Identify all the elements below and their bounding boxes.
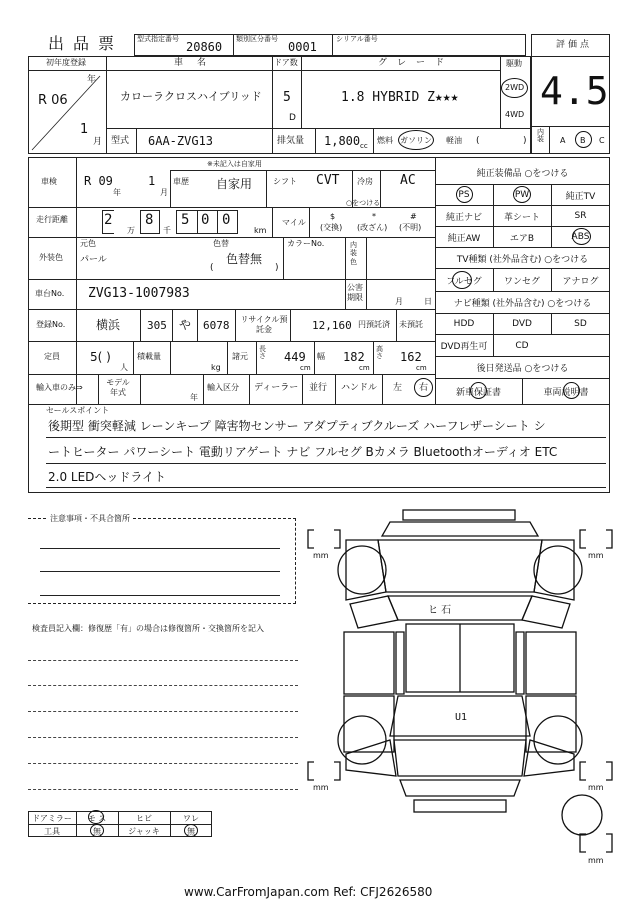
chassis-value: ZVG13-1007983 [88,286,190,301]
defects-label: 注意事項・不具合箇所 [50,514,130,523]
defects-box [28,518,296,604]
color-original: パール [80,255,107,265]
jack-label: ジャッキ [128,826,160,836]
damage-mark-u1: U1 [455,712,468,723]
recycle-status: 円預託済 [358,320,390,329]
category-label: 類別区分番号 [236,35,278,43]
car-name: カローラクロスハイブリッド [120,90,262,103]
mm-rear-left: mm [313,783,329,792]
std-ps-circle [456,186,473,203]
jack-value: 無 [187,826,195,836]
mark-dollar: $ [330,212,336,221]
mm-spare: mm [588,856,604,865]
recycle-unpaid: 未預託 [399,320,423,329]
std-item-leather: 革シート [503,212,540,223]
mile-label: マイル [282,218,306,227]
mileage-digit-3: 5 [181,212,190,228]
shift-label: シフト [273,177,297,186]
interior-grade-a: A [560,136,566,145]
std-item-aw: 純正AW [447,233,481,244]
load-label: 積載量 [137,352,161,361]
first-reg-year-unit: 年 [87,75,97,85]
import-type-label: 輸入区分 [207,383,239,392]
import-dealer: ディーラー [254,383,299,393]
navi-title: ナビ種類 (社外品含む) ○をつける [453,299,592,309]
model-year-label: モデル年式 [106,378,130,397]
std-item-abs: ABS [571,232,590,242]
std-equipment-title: 純正装備品 ○をつける [476,168,569,179]
interior-color-label: 内装色 [350,241,357,266]
std-pw-circle [513,186,531,203]
capacity-value: 5( ) [90,350,111,364]
reg-no-label: 登録No. [36,320,66,329]
model-designation-label: 型式指定番号 [137,35,179,43]
handle-left: 左 [393,383,403,393]
displacement-unit: cc [360,142,368,150]
mirror-label: ドアミラー [32,813,72,823]
docs-item-warranty: 新車保証書 [455,388,501,398]
drive-2wd-circle [501,78,528,98]
mileage-label: 走行距離 [36,215,68,224]
inspection-year-unit: 年 [113,188,121,197]
doors-label: ドア数 [274,58,298,67]
std-item-navi: 純正ナビ [445,212,482,223]
reg-kana: や [179,318,192,332]
shift-value: CVT [316,173,340,188]
tv-item-analog: アナログ [562,276,599,287]
color-label: 外装色 [39,253,63,262]
color-no-label: カラーNo. [287,239,325,248]
model-year-unit: 年 [190,393,198,402]
first-reg-month-unit: 月 [93,137,103,147]
interior-b-circle [575,131,592,148]
ac-value: AC [400,173,416,188]
sales-line-3: 2.0 LEDヘッドライト [48,470,167,484]
category-value: 0001 [288,40,317,54]
mileage-unit-sen: 千 [163,226,171,235]
smog-day: 日 [424,297,432,306]
score-value: 4.5 [540,69,609,113]
interior-grade-b: B [580,136,586,145]
smog-month: 月 [395,297,403,306]
footer-ref: www.CarFromJapan.com Ref: CFJ2626580 [184,885,433,899]
door-type: D [289,113,296,123]
serial-label: シリアル番号 [336,35,378,43]
tv-title: TV種類 (社外品含む) ○をつける [456,254,589,265]
handle-label: ハンドル [341,383,378,393]
height-unit: cm [416,364,427,372]
std-item-tv: 純正TV [565,191,596,202]
import-parallel: 並行 [309,383,328,393]
grade-value: 1.8 HYBRID Z★★★ [341,90,459,105]
first-reg-era: R 06 [38,93,68,108]
mileage-digit-4: 0 [201,212,210,228]
jack-none-circle [184,824,198,837]
break-label: ワレ [183,813,199,823]
mileage-unit-man: 万 [127,226,135,235]
drive-4wd: 4WD [505,110,525,119]
mileage-digit-5: 0 [222,212,231,228]
ac-label: 冷房 [357,177,373,186]
docs-item-manual: 車両説明書 [543,388,589,398]
length-value: 449 [284,350,306,364]
smog-label: 公害期限 [347,283,363,303]
inspection-era: R 09 [84,174,113,188]
displacement-value: 1,800 [324,134,361,148]
reg-place: 横浜 [96,318,121,332]
tool-label: 工具 [44,826,60,836]
document-title: 出品票 [48,34,124,53]
car-name-label: 車名 [174,58,221,68]
fuel-alt: 軽油 [446,136,462,145]
mark-star-sub: (改ざん) [357,223,388,232]
mileage-digit-2: 8 [145,212,154,228]
car-diagram [300,500,620,870]
load-unit: kg [211,363,221,372]
width-unit: cm [359,364,370,372]
width-value: 182 [343,350,365,364]
reg-number: 6078 [203,319,230,332]
tool-none-circle [90,824,104,837]
width-label: 幅 [317,352,325,361]
inspection-month-unit: 月 [160,188,168,197]
mm-front-right: mm [588,551,604,560]
capacity-unit: 人 [120,363,128,372]
mileage-km: km [254,226,267,235]
reg-class: 305 [147,319,167,332]
inspection-label: 車検 [41,177,57,186]
inspector-label: 検査員記入欄：修復歴「有」の場合は修復箇所・交換箇所を記入 [32,624,264,633]
navi-item-sd: SD [574,319,587,329]
length-label: 長さ [259,345,266,360]
history-note: ※未記入は自家用 [207,160,262,168]
model-designation-value: 20860 [186,40,223,54]
recycle-value: 12,160 [312,319,352,332]
damage-mark-chip: ヒ 石 [428,605,452,616]
mark-star: * [372,212,376,221]
history-label: 車歴 [173,177,189,186]
sales-line-1: 後期型 衝突軽減 レーンキープ 障害物センサー アダプティブクルーズ ハーフレザーシート シ [48,419,546,433]
mark-note: ○をつける [346,199,381,207]
docs-manual-circle [563,382,580,399]
height-value: 162 [400,350,422,364]
tv-item-fullseg: フルセグ [446,276,482,287]
navi-item-dvd-play: DVD再生可 [440,342,488,352]
docs-warranty-circle [470,382,487,399]
inspection-month: 1 [148,174,156,188]
color-original-label: 元色 [80,239,96,248]
mark-hash: # [410,212,417,221]
tv-item-oneseg: ワンセグ [503,276,540,287]
fuel-circle [398,130,434,150]
std-abs-circle [572,228,591,245]
std-item-pw: PW [514,190,530,200]
model-label: 型式 [111,136,130,146]
score-label: 評価点 [556,40,593,50]
displacement-label: 排気量 [277,136,305,146]
drive-label: 駆動 [506,59,522,68]
handle-right-circle [414,378,433,397]
drive-2wd: 2WD [505,83,525,92]
navi-item-cd: CD [515,340,529,351]
mileage-digit-1: 2 [104,212,113,228]
capacity-label: 定員 [44,352,60,361]
docs-title: 後日発送品 ○をつける [476,364,569,374]
model-value: 6AA-ZVG13 [148,134,214,148]
color-change-label: 色替 [213,239,229,248]
first-reg-label: 初年度登録 [46,58,86,67]
length-unit: cm [300,364,311,372]
std-item-sr: SR [574,211,587,221]
mark-dollar-sub: (交換) [320,223,343,232]
sales-line-2: ートヒーター パワーシート 電動リアゲート ナビ フルセグ Bカメラ Bluetoothオーディオ ETC [48,445,558,459]
std-item-airbag: エアB [509,233,535,244]
height-label: 高さ [376,345,383,360]
mm-front-left: mm [313,551,329,560]
mark-hash-sub: (不明) [399,223,422,232]
mirror-mark-circle [88,810,104,824]
mm-rear-right: mm [588,783,604,792]
recycle-label: リサイクル預託金 [240,315,288,334]
tv-fullseg-circle [452,271,472,289]
sales-label: セールスポイント [46,406,110,415]
navi-item-dvd: DVD [512,319,532,329]
interior-grade-c: C [599,136,605,145]
mirror-value: モ ス [87,813,107,823]
tool-value: 無 [93,826,101,836]
interior-label: 内装 [537,128,544,143]
fuel-selected: ガソリン [400,136,432,145]
dims-label: 諸元 [232,352,248,361]
crack-label: ヒビ [136,813,152,823]
chassis-label: 車台No. [35,289,65,298]
doors-value: 5 [283,90,291,105]
history-value: 自家用 [216,177,253,191]
first-reg-month: 1 [80,122,89,137]
navi-item-hdd: HDD [453,319,475,329]
fuel-label: 燃料 [377,136,393,145]
grade-label: グレード [378,58,455,68]
std-item-ps: PS [458,190,470,200]
import-label: 輸入車のみ⇒ [36,383,83,392]
handle-right: 右 [419,383,429,393]
color-change-value: 色替無 [226,252,263,266]
